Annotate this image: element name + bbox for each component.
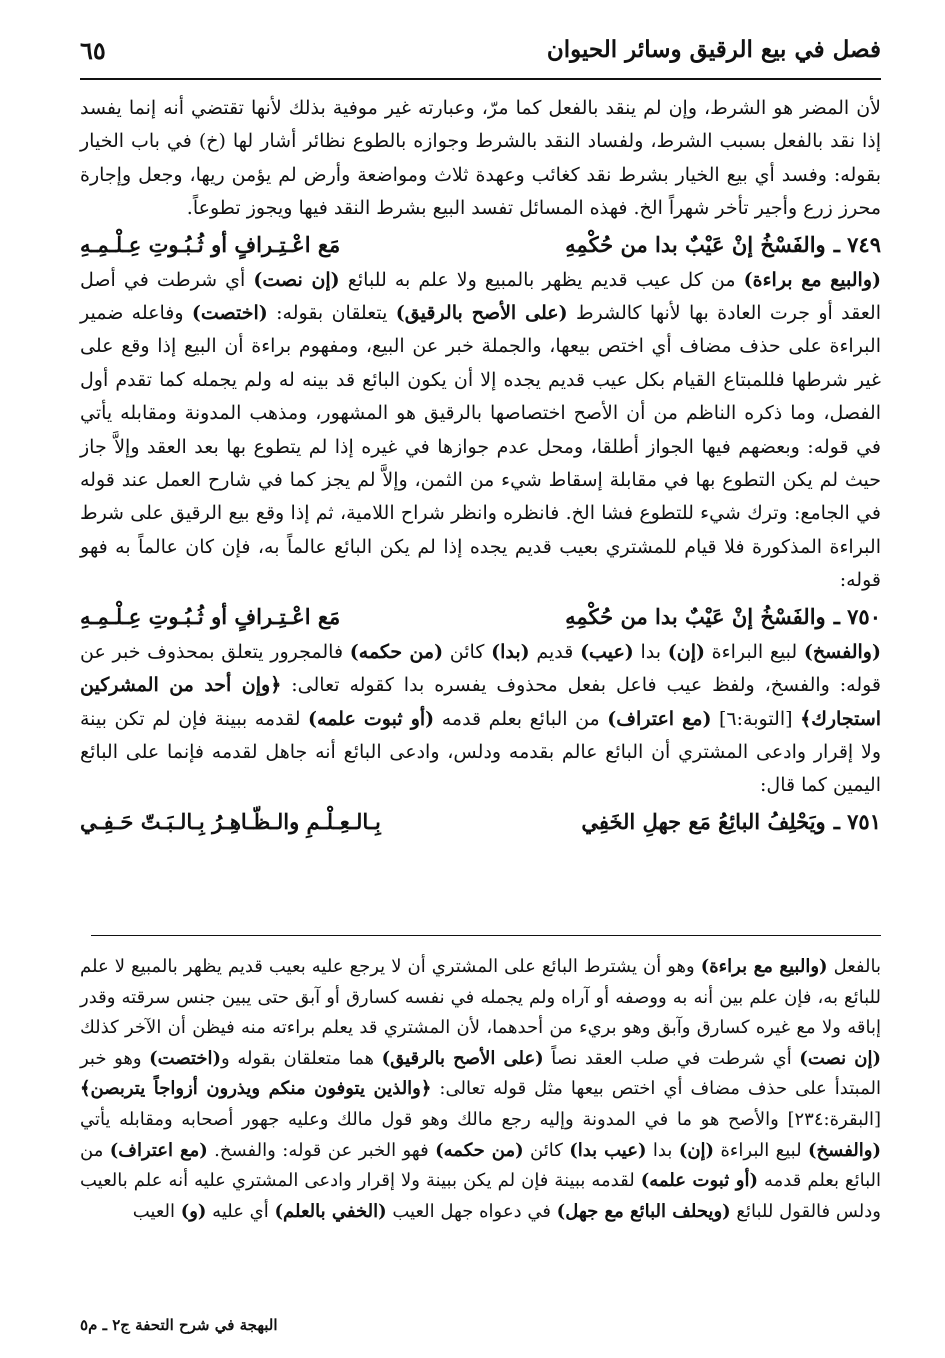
page-number: ٦٥ [80,36,106,65]
verse-hemistich-1: والفَسْخُ إنْ عَيْبٌ بدا من حُكْمِهِ [565,603,826,629]
verse-number: ٧٥١ ـ [833,808,881,834]
verse-750 [80,600,881,634]
verse-number: ٧٤٩ ـ [833,231,881,257]
running-header [80,36,881,80]
paragraph-2: (والبيع مع براءة) من كل عيب قديم يظهر بالمبيع ولا علم به للبائع (إن نصت) أي شرطت في أصل العقد أو جرت العادة بها لأنها كالشرط (على الأصح بالرقيق) يتعلقان بقوله: (اختصت) وفاعله ضمير البراءة على حذف مضاف أي اختص بيعها، والجملة خبر عن البيع، ومفهوم براءة أن البيع إذا وقع على غير شرطها فللمبتاع القيام بكل عيب قديم يجده إلا أن يكون البائع قد بينه له ولم يجمله كما تقدم أول الفصل، وما ذكره الناظم من أن الأصح اختصاصها بالرقيق هو المشهور، ومذهب المدونة ومقابله يأتي في قوله: وبعضهم فيها الجواز أطلقا، ومحل عدم جوازها في غيره إذا لم يتطوع بها بعد العقد وإلاَّ جاز حيث لم يكن التطوع بها في مقابلة إسقاط شيء من الثمن، وإلاَّ لم يجز كما في شارح العمل عند قوله في الجامع: وترك شيء للتطوع فشا الخ. فانظره وانظر شراح اللامية، ثم إذا وقع بيع الرقيق على شرط البراءة المذكورة فلا قيام للمشتري بعيب قديم يجده إذا لم يكن البائع عالماً به، فإن كان عالماً به فهو قوله: [80,268,882,592]
paragraph-3: (والفسخ) لبيع البراءة (إن) بدا (عيب) قديم (بدا) كائن (من حكمه) فالمجرور يتعلق بمحذوف خبر عن قوله: والفسخ، ولفظ عيب فاعل بفعل محذوف يفسره بدا كقوله تعالى: ﴿وإن أحد من المشركين استجارك﴾ [التوبة:٦] (مع اعتراف) من البائع بعلم قدمه (أو ثبوت علمه) لقدمه ببينة فإن لم تكن بينة ولا إقرار وادعى المشتري أن البائع عالم بقدمه ودلس، وادعى البائع أنه جاهل لقدمه فإنما على البائع اليمين كما قال: [80,640,882,797]
verse-hemistich-1: والفَسْخُ إنْ عَيْبٌ بدا من حُكْمِهِ [565,231,826,257]
paragraph-1: لأن المضر هو الشرط، وإن لم ينقد بالفعل كما مرّ، وعبارته غير موفية بذلك لأنها تقتضي أنه إنما يفسد إذا نقد بالفعل بسبب الشرط، ولفساد النقد بالشرط وجوازه بالطوع نظائر أشار لها (خ) في باب الخيار بقوله: وفسد أي بيع الخيار بشرط نقد كغائب وعهدة ثلاث ومواضعة وأرض لم يؤمن ريها، وجعل وإجارة محرز زرع وأجير تأخر شهراً الخ. فهذه المسائل تفسد البيع بشرط النقد فيها ويجوز تطوعاً. [80,97,881,220]
book-page [80,0,881,1358]
footnote-text: بالفعل (والبيع مع براءة) وهو أن يشترط البائع على المشتري أن لا يرجع عليه بعيب قديم يظهر بالمبيع لا علم للبائع به، فإن علم بين أنه به ووصفه أو آراه ولم يجمله في نفسه كسارق أو آبق حتى يبين جنس سرقته وقدر إباقه ولا مع غيره كسارق وآبق وهو بريء من أحدهما، لأن المشتري قد يعلم براءته منه فيظن أن الآخر كذلك (إن نصت) أي شرطت في صلب العقد نصاً (على الأصح بالرقيق) هما متعلقان بقوله و(اختصت) وهو خبر المبتدأ على حذف مضاف أي اختص بيعها مثل قوله تعالى: ﴿والذين يتوفون منكم ويذرون أزواجاً يتربصن﴾ [البقرة:٢٣٤] والأصح هو ما في المدونة وإليه رجع مالك وهو قول مالك وعليه جهور أصحابه ومقابله يأتي (والفسخ) لبيع البراءة (إن) بدا (عيب بدا) كائن (من حكمه) فهو الخبر عن قوله: والفسخ. (مع اعتراف) من البائع بعلم قدمه (أو ثبوت علمه) لقدمه ببينة فإن لم يكن ببينة ولا إقرار وادعى المشتري عليه أنه علم بالعيب ودلس فالقول للبائع (ويحلف البائع مع جهل) في دعواه جهل العيب (الخفي بالعلم) أي عليه (و) العيب [80,956,882,1222]
chapter-title: فصل في بيع الرقيق وسائر الحيوان [546,36,881,63]
footnotes [80,952,881,1227]
page-footer [80,1316,881,1342]
verse-hemistich-2: مَع اعْـتِـرافٍ أو ثُـبُـوتِ عِـلْـمِـهِ [80,603,341,629]
verse-hemistich-1: ويَحْلِفُ البائِعُ مَع جهلِ الخَفِي [581,808,826,834]
signature-mark: البهجة في شرح التحفة ج٢ ـ م٥ [80,1316,278,1334]
verse-number: ٧٥٠ ـ [833,603,881,629]
main-text [80,92,881,841]
verse-751 [80,805,881,839]
verse-749 [80,228,881,262]
header-divider [80,78,881,80]
verse-hemistich-2: بِـالـعِـلْـمِ والـظّـاهِـرُ بِـالـبَـتّ حَـفِـي [80,808,381,834]
footnote-divider [91,935,881,936]
verse-hemistich-2: مَع اعْـتِـرافٍ أو ثُـبُـوتِ عِـلْـمِـهِ [80,231,341,257]
